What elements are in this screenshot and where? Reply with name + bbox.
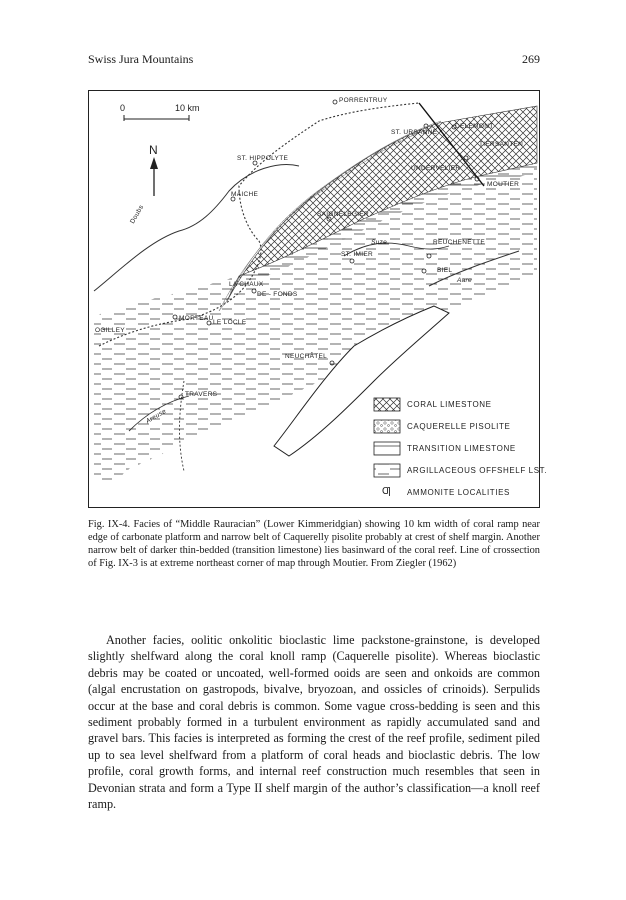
label-moutier: MOUTIER	[487, 181, 520, 188]
north-label: N	[149, 143, 158, 157]
label-la-chaux-1: LA CHAUX	[229, 281, 264, 288]
label-tiersanten: TIERSANTEN	[479, 141, 524, 148]
scale-bar	[124, 115, 189, 121]
label-st-imier: ST. IMIER	[341, 251, 373, 258]
ammonite-icon: Ƣ	[382, 486, 392, 497]
body-paragraph: Another facies, oolitic onkolitic bioclastic lime packstone-grainstone, is developed slightly shelfward along the coral knoll ramp (Caquerelle pisolite). Whereas bioclastic debris may be coated or uncoated, well-formed ooids are seen and onkoids are common (algal encrustation on gastropods, bivalve, bryozoan, and ossicles of crinoids). Serpulids occur at the base and coral debris is common. Some vague cross-bedding is seen and this sediment probably formed in a turbulent environment as rapidly accumulated sand and gravel bars. This facies is interpreted as forming the crest of the reef profile, sediment piled up to sea level shelfward from a platform of coral heads and bioclastic debris. The low profile, coral growth forms, and internal reef construction much resembles that seen in Devonian strata and form a Type II shelf margin of the author’s classification—a knoll reef ramp.	[88, 633, 540, 812]
label-travers: TRAVERS	[185, 391, 218, 398]
label-le-locle: LE LOCLE	[213, 319, 247, 326]
facies-map-figure	[88, 90, 548, 508]
legend-argillaceous-label: ARGILLACEOUS OFFSHELF LST.	[407, 466, 548, 475]
running-head	[88, 52, 540, 70]
label-suze: Suze	[371, 239, 388, 246]
north-arrow-icon	[150, 157, 158, 196]
running-head-title: Swiss Jura Mountains	[88, 52, 194, 66]
legend-caquerelle-swatch	[374, 420, 400, 433]
legend-transition-swatch	[374, 442, 400, 455]
scale-ten-label: 10 km	[175, 103, 200, 113]
label-maiche: MAICHE	[231, 191, 259, 198]
label-porrentruy: PORRENTRUY	[339, 97, 388, 104]
label-saignelegier: SAIGNELEGIER	[317, 211, 370, 218]
legend-coral-swatch	[374, 398, 400, 411]
legend-transition-label: TRANSITION LIMESTONE	[407, 444, 516, 453]
legend-argillaceous-swatch	[374, 464, 400, 477]
legend-caquerelle-label: CAQUERELLE PISOLITE	[407, 422, 511, 431]
label-ogilley: OGILLEY	[95, 327, 125, 334]
label-aare: Aare	[457, 277, 472, 284]
figure-caption: Fig. IX-4. Facies of “Middle Rauracian” (Lower Kimmeridgian) showing 10 km width of coral ramp near edge of carbonate platform and narrow belt of Caquerelly pisolite probably at crest of shelf margin. Another narrow belt of darker thin-bedded (transition limestone) lies basinward of the coral reef. Line of crossection of Fig. IX-3 is at extreme northeast corner of map through Moutier. From Ziegler (1962)	[88, 519, 540, 569]
label-neuchatel: NEUCHÂTEL	[285, 353, 328, 360]
label-biel: BIEL	[437, 267, 453, 274]
label-la-chaux-2: DE - FONDS	[257, 291, 298, 298]
label-undervelier: UNDERVELIER	[411, 165, 461, 172]
label-st-hippolyte: ST. HIPPOLYTE	[237, 155, 289, 162]
label-reuchenette: REUCHENETTE	[433, 239, 486, 246]
legend-coral-label: CORAL LIMESTONE	[407, 400, 492, 409]
scale-zero-label: 0	[120, 103, 126, 113]
label-delemont: DELEMONT	[455, 123, 494, 130]
label-doubs: Doubs	[129, 203, 146, 226]
legend-ammonite-label: AMMONITE LOCALITIES	[407, 488, 510, 497]
page-number: 269	[522, 52, 540, 66]
label-morteau: MORTEAU	[179, 315, 214, 322]
label-areuse: Areuse	[144, 407, 168, 426]
label-st-ursanne: ST. URSANNE	[391, 129, 438, 136]
